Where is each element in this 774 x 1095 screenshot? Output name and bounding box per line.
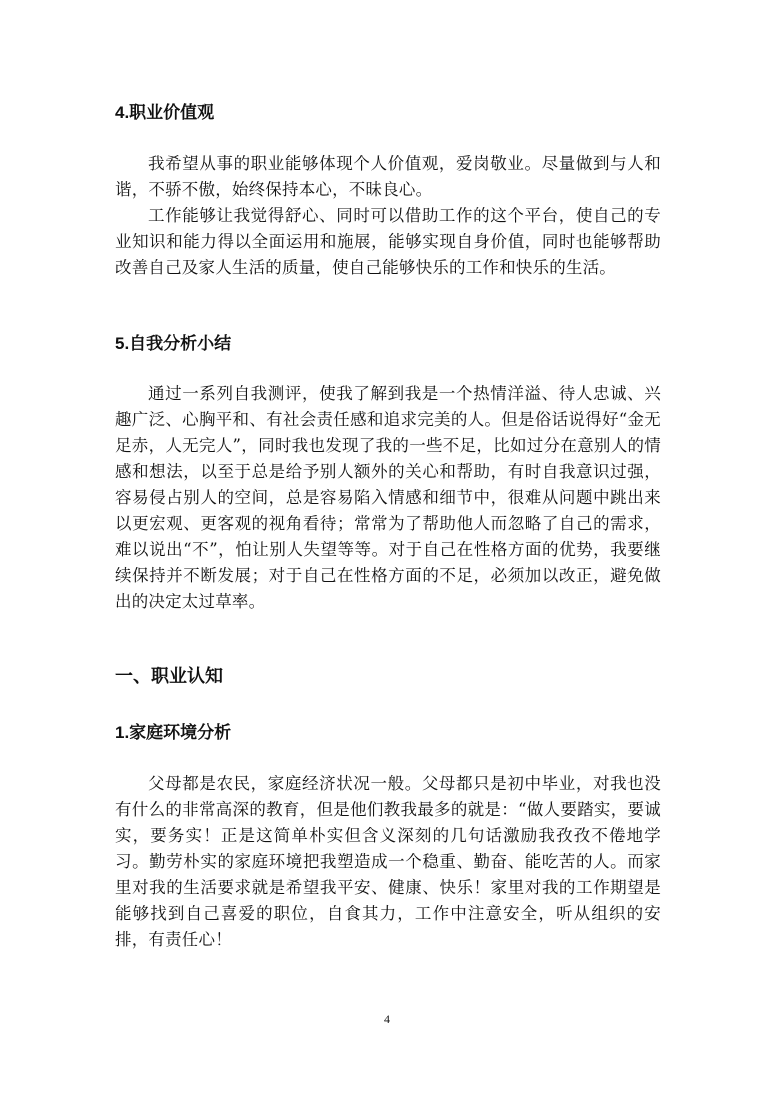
paragraph-family-environment: 父母都是农民，家庭经济状况一般。父母都只是初中毕业，对我也没有什么的非常高深的教育，但是他们教我最多的就是：“做人要踏实，要诚实，要务实！正是这简单朴实但含义深刻的几句话激励我孜孜不倦地学习。勤劳朴实的家庭环境把我塑造成一个稳重、勤奋、能吃苦的人。而家里对我的生活要求就是希望我平安、健康、快乐！家里对我的工作期望是能够找到自己喜爱的职位，自食其力，工作中注意安全，听从组织的安排，有责任心！ xyxy=(115,774,661,949)
section-heading-career-values: 4.职业价值观 xyxy=(115,103,215,122)
section-heading-family-environment: 1.家庭环境分析 xyxy=(115,723,232,742)
paragraph-self-analysis-summary: 通过一系列自我测评，使我了解到我是一个热情洋溢、待人忠诚、兴趣广泛、心胸平和、有社会责任感和追求完美的人。但是俗话说得好“金无足赤，人无完人”，同时我也发现了我的一些不足，比如过分在意别人的情感和想法，以至于总是给予别人额外的关心和帮助，有时自我意识过强，容易侵占别人的空间，总是容易陷入情感和细节中，很难从问题中跳出来以更宏观、更客观的视角看待；常常为了帮助他人而忽略了自己的需求，难以说出“不”，怕让别人失望等等。对于自己在性格方面的优势，我要继续保持并不断发展；对于自己在性格方面的不足，必须加以改正，避免做出的决定太过草率。 xyxy=(115,384,661,611)
section-heading-career-cognition: 一、职业认知 xyxy=(115,666,223,686)
paragraph-career-values-2: 工作能够让我觉得舒心、同时可以借助工作的这个平台，使自己的专业知识和能力得以全面运用和施展，能够实现自身价值，同时也能够帮助改善自己及家人生活的质量，使自己能够快乐的工作和快乐的生活。 xyxy=(115,206,661,277)
paragraph-career-values-1: 我希望从事的职业能够体现个人价值观，爱岗敬业。尽量做到与人和谐，不骄不傲，始终保持本心，不昧良心。 xyxy=(115,154,661,199)
page-number: 4 xyxy=(384,1012,390,1026)
section-heading-self-analysis-summary: 5.自我分析小结 xyxy=(115,334,232,353)
